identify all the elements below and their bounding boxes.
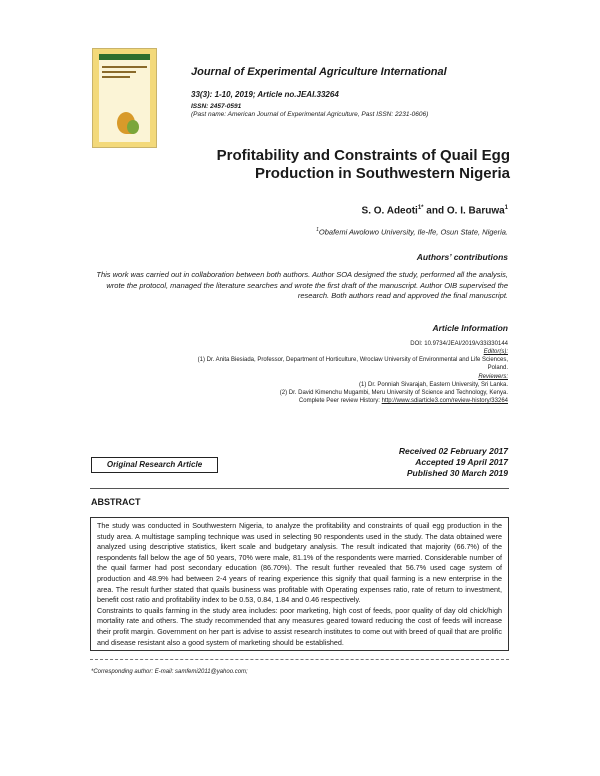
abstract-box [90,517,509,651]
article-type-box: Original Research Article [91,457,218,473]
author-2: O. I. Baruwa [446,205,505,217]
date-published: Published 30 March 2019 [406,468,508,478]
abstract-heading: ABSTRACT [91,497,141,507]
journal-title: Journal of Experimental Agriculture International [191,66,447,78]
cover-plant-graphic [127,120,139,134]
paper-title-line2: Production in Southwestern Nigeria [254,165,510,182]
journal-volume: 33(3): 1-10, 2019; Article no.JEAI.33264 [191,90,339,99]
author-2-marker: 1 [504,205,508,211]
corresponding-author-email: samfemi2011@yahoo.com; [175,669,248,675]
paper-title-line1: Profitability and Constraints of Quail Egg [216,147,510,164]
contributions-heading: Authors’ contributions [416,252,508,262]
peer-review-history [90,397,508,406]
cover-title-line [102,71,136,73]
author-1-marker: 1* [417,205,424,211]
abstract-paragraph-2: Constraints to quails farming in the study area includes: poor marketing, high cost of feeds, poor quality of day old chick/high mortality rate and others. The study recommended that any measures geared toward reducing the cost of feeds will increase their profit margin. Government on her part is advise to assist research institutes to come out with breed of quail that are prolific and disease resistant also a good system of marketing should be established. [97,605,502,647]
paper-title [150,147,510,183]
cover-band [99,54,150,60]
peer-review-link[interactable]: http://www.sdiarticle3.com/review-history/33264 [381,398,508,404]
cover-title-line [102,76,130,78]
date-accepted: Accepted 19 April 2017 [415,457,508,467]
editors-label: Editor(s): [483,349,508,355]
corresponding-author [91,669,248,675]
reviewer-2: (2) Dr. David Kimenchu Mugambi, Meru University of Science and Technology, Kenya. [279,390,508,396]
corresponding-author-label: *Corresponding author: E-mail: [91,669,176,675]
reviewer-1: (1) Dr. Ponniah Sivarajah, Eastern University, Sri Lanka. [359,382,508,388]
peer-review-label: Complete Peer review History: [298,398,382,404]
divider [90,488,509,489]
affiliation-marker: 1 [316,227,319,233]
affiliation [190,227,508,237]
cover-title-line [102,66,147,68]
authors [250,205,508,216]
author-1: S. O. Adeoti [361,205,418,217]
journal-issn: ISSN: 2457-0591 [191,103,242,110]
author-and: and [423,205,447,217]
date-received: Received 02 February 2017 [398,446,508,456]
editor-1: (1) Dr. Anita Biesiada, Professor, Department of Horticulture, Wroclaw University of Environmental and Life Sciences, [197,357,508,363]
contributions-text: This work was carried out in collaboration between both authors. Author SOA designed the study, performed all the analysis, wrote the protocol, managed the literature searches and wrote the first draft of the manuscript. Author OIB supervised the research. Both authors read and approved the final manuscript. [96,270,508,300]
doi: DOI: 10.9734/JEAI/2019/v33i330144 [410,341,508,347]
footnote-separator [90,659,509,660]
article-info-heading: Article Information [432,323,508,333]
reviewers-label: Reviewers: [478,374,508,380]
affiliation-text: Obafemi Awolowo University, Ile-Ife, Osun State, Nigeria. [318,227,508,237]
cover-inner [99,54,150,142]
journal-cover-image [92,48,157,148]
journal-former-name: (Past name: American Journal of Experimental Agriculture, Past ISSN: 2231-0606) [191,111,429,118]
abstract-paragraph-1: The study was conducted in Southwestern Nigeria, to analyze the profitability and constraints of quail egg production in the study area. A multistage sampling technique was used in selecting 90 respondents used in the study. The data obtained were analyzed using descriptive statistics, likert scale and budgetary analysis. The result indicated that majority (66.7%) of the respondents fall below the age of 50 years, 70% were male, 81.1% of the respondents were married. Considerable number of the quail farmer had post secondary education (86.70%). The result further revealed that 56.7% used cage system of production and 48.9% had between 2-4 years of rearing experience this signify that quail farming is a new enterprise in the area. The result further stated that quails business was profitable with Operating expenses ratio, rate of return to investment, benefit cost ratio and profitability index to be 0.53, 0.84, 1.84 and 0.46 respectively. [97,521,502,605]
editor-1-cont: Poland. [487,365,508,371]
